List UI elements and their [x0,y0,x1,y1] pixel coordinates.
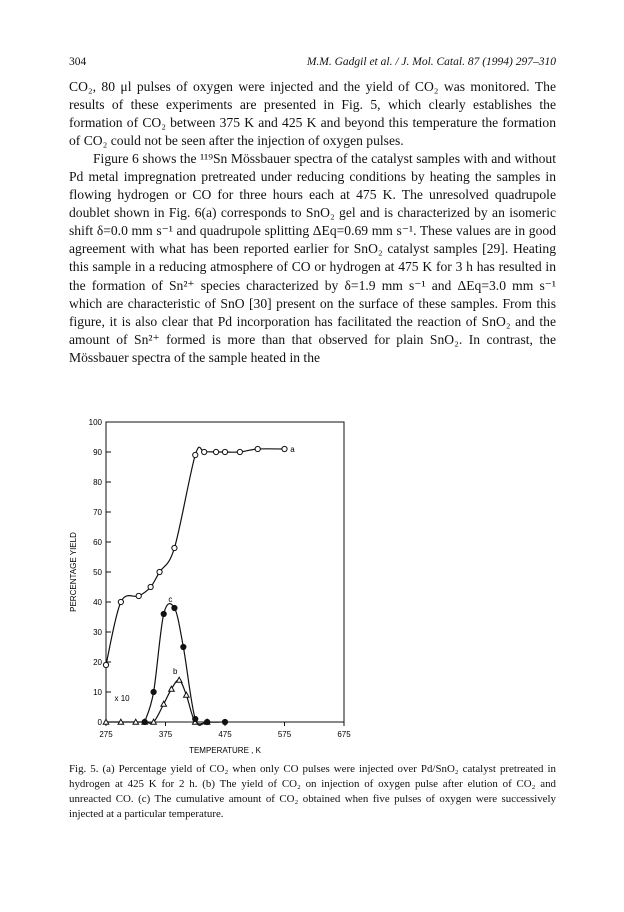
data-point [103,662,108,667]
y-tick-label: 40 [93,598,102,607]
series-label-b: b [172,667,178,676]
series-label-c: c [168,595,173,604]
series-label-a: a [290,445,295,454]
data-point [161,611,166,616]
data-point [237,449,242,454]
y-tick-label: 100 [88,418,102,427]
y-tick-label: 0 [97,718,102,727]
y-tick-label: 20 [93,658,102,667]
data-point [184,692,190,697]
data-point [161,701,167,706]
data-point [255,446,260,451]
data-point [151,689,156,694]
running-header [69,56,556,72]
x-tick-label: 475 [218,730,232,739]
data-point [118,599,123,604]
y-tick-label: 90 [93,448,102,457]
data-point [181,644,186,649]
y-axis-label: PERCENTAGE YIELD [69,532,78,612]
series-line-c [145,604,225,726]
y-tick-label: 60 [93,538,102,547]
x-axis-label: TEMPERATURE , K [189,746,261,755]
series-line-a [106,447,285,665]
data-point [213,449,218,454]
figure-caption: Fig. 5. (a) Percentage yield of CO₂ when only CO pulses were injected over Pd/SnO₂ catalyst pretreated in hydrogen at 425 K for 2 h. (b) The yield of CO₂ on injection of oxygen pulse after elution of CO₂ and unreacted CO. (c) The cumulative amount of CO₂ obtained when five pulses of oxygen were successively injected at a particular temperature. [69,763,556,820]
data-point [142,719,147,724]
y-tick-label: 30 [93,628,102,637]
data-point [202,449,207,454]
x-tick-label: 575 [277,730,292,739]
x-tick-label: 675 [337,730,351,739]
data-point [176,677,182,682]
journal-citation: M.M. Gadgil et al. / J. Mol. Catal. 87 (1994) 297–310 [306,56,556,68]
data-point [157,569,162,574]
data-point [222,719,227,724]
chart-svg [60,418,360,758]
figure-5-chart [60,418,360,758]
y-tick-label: 80 [93,478,102,487]
paragraph: CO₂, 80 μl pulses of oxygen were injected and the yield of CO₂ was monitored. The results of these experiments are presented in Fig. 5, which clearly establishes the formation of CO₂ between 375 K and 425 K and beyond this temperature the formation of CO₂ could not be seen after the injection of oxygen pulses. [69,79,556,149]
data-point [172,605,177,610]
plot-frame [106,422,344,722]
y-tick-label: 70 [93,508,102,517]
scale-annotation: x 10 [114,694,130,703]
paragraph: Figure 6 shows the ¹¹⁹Sn Mössbauer spectra of the catalyst samples with and without Pd metal impregnation pretreated under reducing conditions by heating the samples in flowing hydrogen or CO for three hours each at 475 K. The unresolved quadrupole doublet shown in Fig. 6(a) corresponds to SnO₂ gel and is characterized by an isomeric shift δ=0.0 mm s⁻¹ and quadrupole splitting ΔEq=0.69 mm s⁻¹. These values are in good agreement with what has been reported earlier for SnO₂ catalyst samples [29]. Heating this sample in a reducing atmosphere of CO or hydrogen at 475 K for 3 h has resulted in the formation of Sn²⁺ species characterized by δ=1.9 mm s⁻¹ and ΔEq=3.0 mm s⁻¹ which are characteristic of SnO [30] present on the surface of these samples. From this figure, it is also clear that Pd incorporation has facilitated the reaction of SnO₂ and the amount of Sn²⁺ formed is more than that observed for plain SnO₂. In contrast, the Mössbauer spectra of the sample heated in the [69,151,556,365]
page-number: 304 [69,56,87,68]
x-tick-label: 375 [158,730,173,739]
data-point [133,719,139,724]
data-point [193,716,198,721]
y-tick-label: 50 [93,568,102,577]
body-text [69,78,556,367]
data-point [282,446,287,451]
data-point [205,719,210,724]
data-point [103,719,109,724]
data-point [136,593,141,598]
y-tick-label: 10 [93,688,102,697]
data-point [172,545,177,550]
data-point [169,686,175,691]
data-point [118,719,124,724]
data-point [222,449,227,454]
data-point [193,452,198,457]
data-point [148,584,153,589]
x-tick-label: 275 [99,730,113,739]
